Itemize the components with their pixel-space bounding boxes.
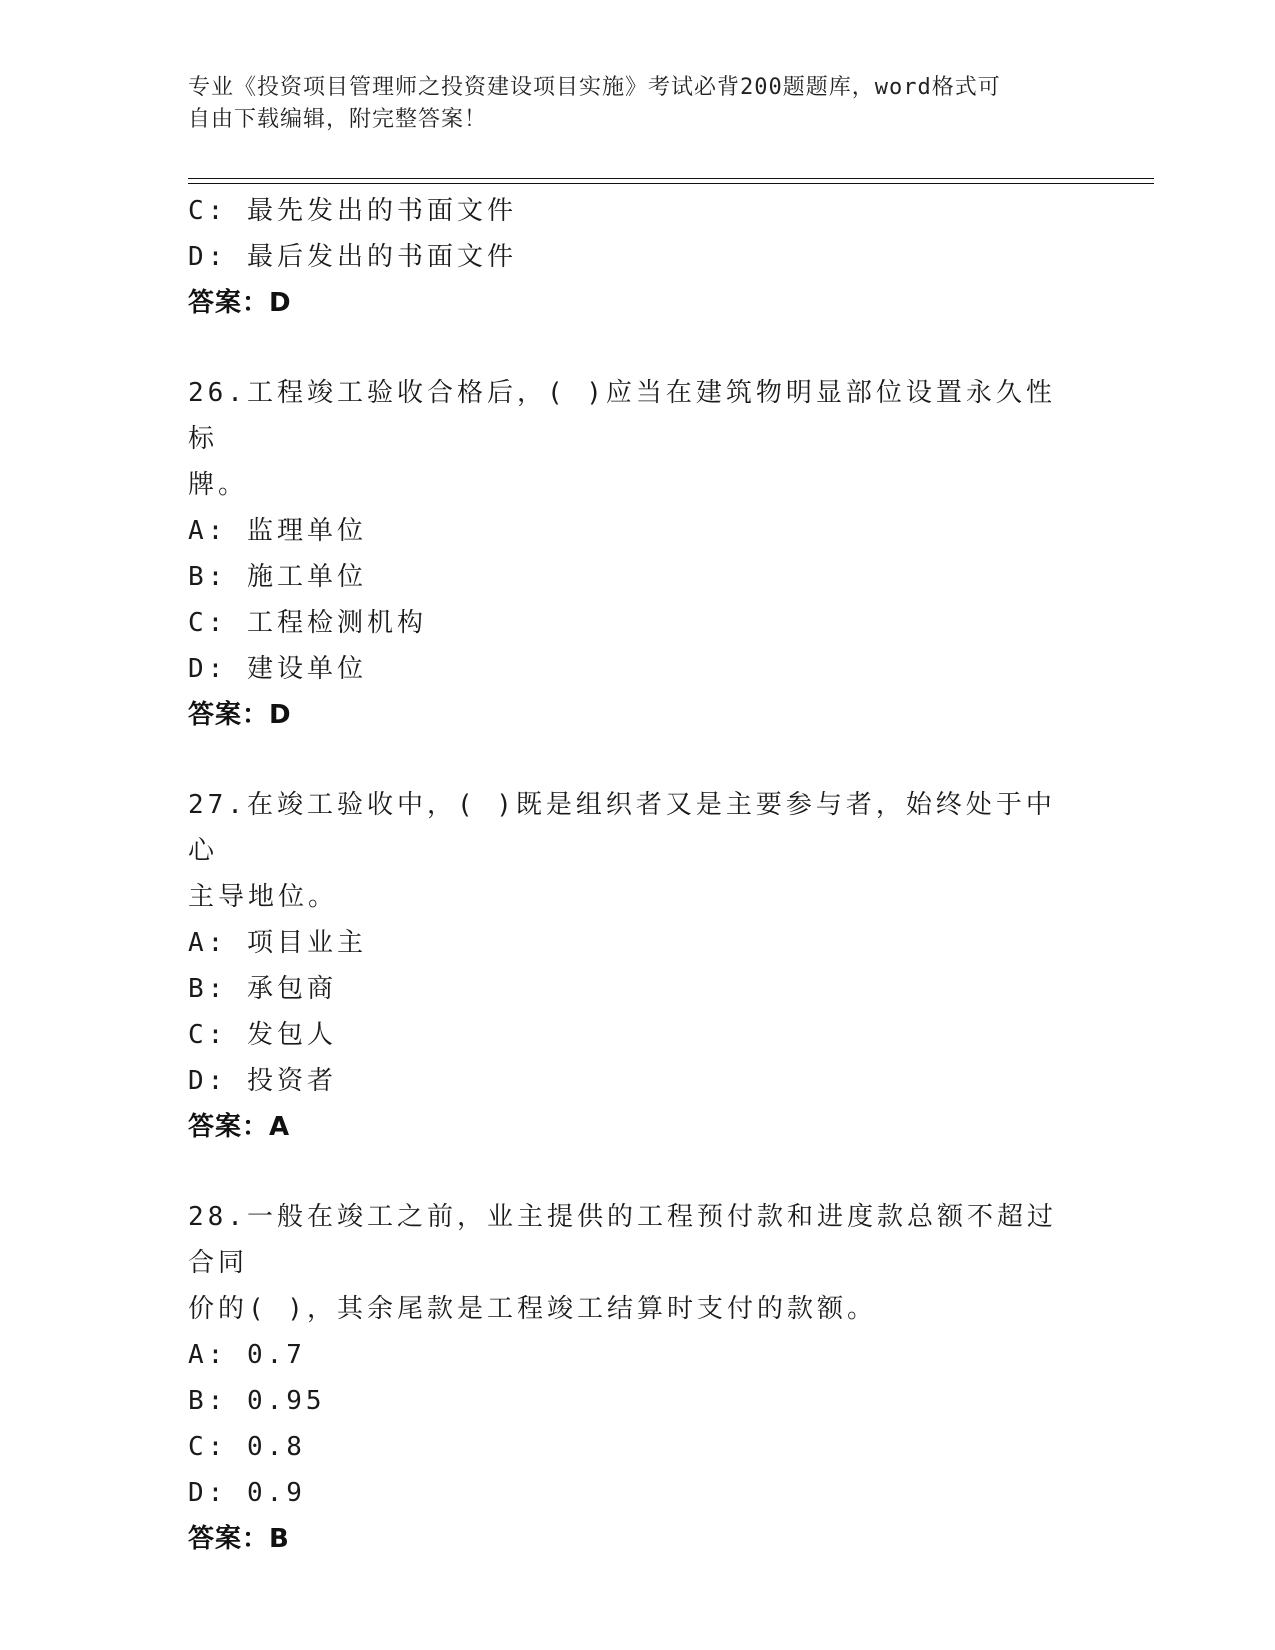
question-26-option-a: A: 监理单位 [188, 516, 367, 546]
question-28-option-d: D: 0.9 [188, 1478, 306, 1508]
question-28-line-1: 28.一般在竣工之前，业主提供的工程预付款和进度款总额不超过合同 [188, 1202, 1057, 1278]
question-27-text [188, 782, 1068, 920]
question-27-line-1: 27.在竣工验收中，( )既是组织者又是主要参与者，始终处于中心 [188, 790, 1056, 866]
question-27-option-d: D: 投资者 [188, 1066, 337, 1096]
document-body [188, 188, 1088, 1562]
question-28-line-2: 价的( )，其余尾款是工程竣工结算时支付的款额。 [188, 1294, 877, 1324]
question-28-block [188, 1194, 1088, 1562]
question-26-option-c: C: 工程检测机构 [188, 608, 427, 638]
header-rule-thin [188, 178, 1154, 179]
question-26-line-2: 牌。 [188, 470, 249, 500]
question-26-option-d: D: 建设单位 [188, 654, 367, 684]
question-25-answer: 答案：D [188, 288, 292, 318]
question-26-text [188, 370, 1068, 508]
question-27-option-c: C: 发包人 [188, 1020, 337, 1050]
question-26-answer: 答案：D [188, 700, 292, 730]
question-27-line-2: 主导地位。 [188, 882, 339, 912]
question-27-answer: 答案：A [188, 1112, 291, 1142]
question-28-option-a: A: 0.7 [188, 1340, 306, 1370]
question-26-block [188, 370, 1088, 738]
question-27-block [188, 782, 1088, 1150]
question-27-option-a: A: 项目业主 [188, 928, 367, 958]
document-header [188, 72, 1068, 136]
question-28-answer: 答案：B [188, 1524, 290, 1554]
question-25-option-d: D: 最后发出的书面文件 [188, 242, 517, 272]
question-28-option-b: B: 0.95 [188, 1386, 326, 1416]
question-26-line-1: 26.工程竣工验收合格后，( )应当在建筑物明显部位设置永久性标 [188, 378, 1056, 454]
header-line-1: 专业《投资项目管理师之投资建设项目实施》考试必背200题题库，word格式可 [188, 75, 1001, 100]
header-line-2: 自由下载编辑，附完整答案！ [188, 107, 488, 132]
question-25-block [188, 188, 1088, 326]
question-25-option-c: C: 最先发出的书面文件 [188, 196, 517, 226]
header-rule-thick [188, 183, 1154, 184]
question-28-text [188, 1194, 1068, 1332]
question-26-option-b: B: 施工单位 [188, 562, 367, 592]
question-28-option-c: C: 0.8 [188, 1432, 306, 1462]
question-27-option-b: B: 承包商 [188, 974, 337, 1004]
